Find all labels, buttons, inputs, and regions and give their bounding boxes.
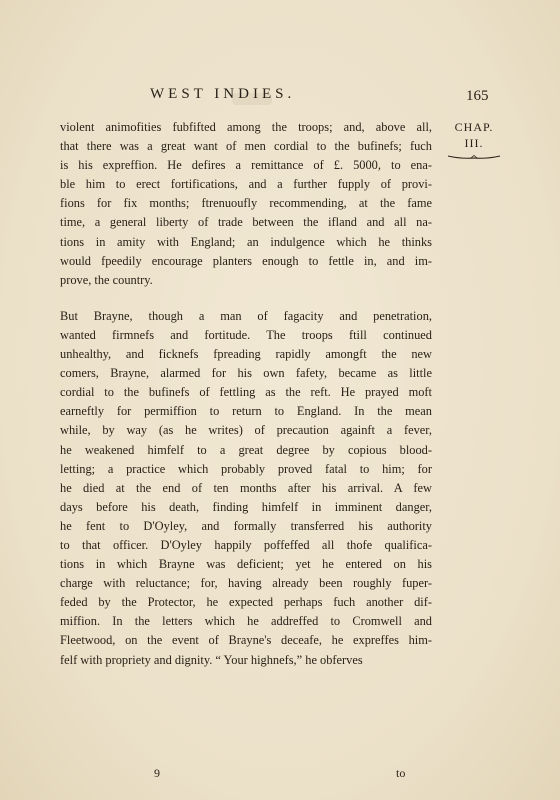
text-line: days before his death, finding himfelf in imminent danger,: [60, 499, 432, 514]
text-line: he fent to D'Oyley, and formally transferred his authority: [60, 518, 432, 533]
text-line: ble him to erect fortifications, and a further fupply of provi-: [60, 177, 432, 192]
ornamental-rule-icon: [447, 155, 501, 160]
text-line: he died at the end of ten months after his arrival. A few: [60, 480, 432, 495]
running-title: WEST INDIES.: [150, 86, 296, 102]
text-line: to that officer. D'Oyley happily poffeffed all thofe qualifica-: [60, 537, 432, 552]
text-line: cordial to the bufinefs of fettling as the reft. He prayed moft: [60, 385, 432, 400]
text-line: tions in which Brayne was deficient; yet he entered on his: [60, 557, 432, 572]
text-line: time, a general liberty of trade between the ifland and all na-: [60, 215, 432, 230]
text-line: earneftly for permiffion to return to England. In the mean: [60, 404, 432, 419]
chapter-label: CHAP.: [454, 120, 494, 134]
chapter-number: III.: [464, 136, 484, 150]
paragraph-2: [60, 307, 432, 670]
chapter-sidenote: [440, 119, 508, 160]
catchword: to: [396, 766, 406, 780]
text-line: letting; a practice which probably proved fatal to him; for: [60, 461, 432, 476]
text-line: comers, Brayne, alarmed for his own fafety, became as little: [60, 366, 432, 381]
text-line: that there was a great want of men cordial to the bufinefs; fuch: [60, 139, 432, 154]
text-line: would fpeedily encourage planters enough to fettle in, and im-: [60, 253, 432, 268]
text-line: while, by way (as he writes) of precaution againft a fever,: [60, 423, 432, 438]
paragraph-1: [60, 118, 432, 290]
text-line: unhealthy, and ficknefs fpreading rapidly amongft the new: [60, 347, 432, 362]
text-line: violent animofities fubfifted among the troops; and, above all,: [60, 120, 432, 134]
text-line: he weakened himfelf to a great degree by copious blood-: [60, 442, 432, 457]
body-text: [60, 118, 432, 670]
text-line: felf with propriety and dignity. “ Your highnefs,” he obferves: [60, 652, 363, 667]
signature-mark: 9: [154, 766, 160, 780]
text-line: Fleetwood, on the event of Brayne's deceafe, he expreffes him-: [60, 633, 432, 648]
text-line: But Brayne, though a man of fagacity and penetration,: [60, 308, 432, 323]
text-line: wanted firmnefs and fortitude. The troops ftill continued: [60, 327, 432, 342]
text-line: charge with reluctance; for, having already been roughly fuper-: [60, 576, 432, 591]
text-line: tions in amity with England; an indulgence which he thinks: [60, 234, 432, 249]
text-line: is his expreffion. He defires a remittance of £. 5000, to ena-: [60, 158, 432, 173]
text-line: prove, the country.: [60, 272, 153, 287]
text-line: fions for fix months; ftrenuoufly recommending, at the fame: [60, 196, 432, 211]
text-line: miffion. In the letters which he addreffed to Cromwell and: [60, 614, 432, 629]
text-line: feded by the Protector, he expected perhaps fuch another dif-: [60, 595, 432, 610]
page-number: 165: [466, 88, 489, 104]
